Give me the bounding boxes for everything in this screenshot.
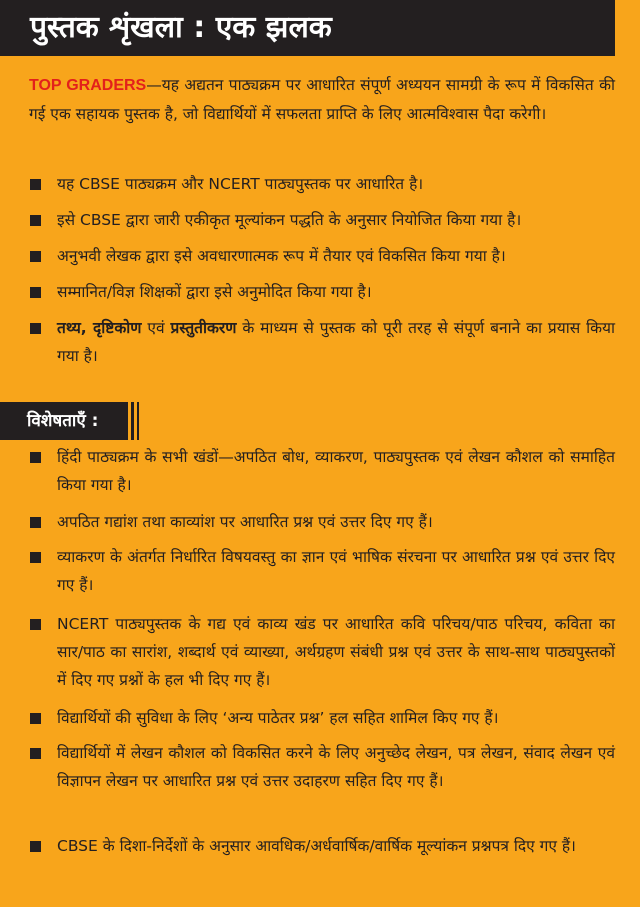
bullet-icon xyxy=(30,841,41,852)
bullet-icon xyxy=(30,713,41,724)
list-item: तथ्य, दृष्टिकोण एवं प्रस्तुतीकरण के माध्यम से पुस्तक को पूरी तरह से संपूर्ण बनाने का प्रयास किया गया है। xyxy=(29,314,615,370)
feature-item: हिंदी पाठ्यक्रम के सभी खंडों—अपठित बोध, व्याकरण, पाठ्यपुस्तक एवं लेखन कौशल को समाहित किया गया है। xyxy=(29,443,615,499)
bullet-icon xyxy=(30,517,41,528)
list-item: इसे CBSE द्वारा जारी एकीकृत मूल्यांकन पद्धति के अनुसार नियोजित किया गया है। xyxy=(29,206,615,234)
brand-name: TOP GRADERS xyxy=(29,77,147,94)
list-item: अनुभवी लेखक द्वारा इसे अवधारणात्मक रूप में तैयार एवं विकसित किया गया है। xyxy=(29,242,615,270)
bullet-icon xyxy=(30,452,41,463)
bullet-icon xyxy=(30,552,41,563)
feature-item: विद्यार्थियों में लेखन कौशल को विकसित करने के लिए अनुच्छेद लेखन, पत्र लेखन, संवाद लेखन एवं विज्ञापन लेखन पर आधारित प्रश्न एवं उत्तर उदाहरण सहित दिए गए हैं। xyxy=(29,739,615,795)
bullet-icon xyxy=(30,287,41,298)
feature-item: विद्यार्थियों की सुविधा के लिए ‘अन्य पाठेतर प्रश्न’ हल सहित शामिल किए गए हैं। xyxy=(29,704,615,732)
feature-item: CBSE के दिशा-निर्देशों के अनुसार आवधिक/अर्धवार्षिक/वार्षिक मूल्यांकन प्रश्नपत्र दिए गए हैं। xyxy=(29,832,615,860)
features-heading xyxy=(0,402,128,440)
bullet-icon xyxy=(30,619,41,630)
title-bar xyxy=(0,0,615,56)
heading-stripe xyxy=(131,402,134,440)
page-title: पुस्तक शृंखला : एक झलक xyxy=(30,10,332,45)
intro-paragraph xyxy=(29,71,615,128)
bullet-icon xyxy=(30,748,41,759)
intro-text: —यह अद्यतन पाठ्यक्रम पर आधारित संपूर्ण अध्ययन सामग्री के रूप में विकसित की गई एक सहायक पुस्तक है, जो विद्यार्थियों में सफलता प्राप्ति के लिए आत्मविश्वास पैदा करेगी। xyxy=(29,76,615,123)
bullet-icon xyxy=(30,179,41,190)
bullet-icon xyxy=(30,323,41,334)
list-item: सम्मानित/विज्ञ शिक्षकों द्वारा इसे अनुमोदित किया गया है। xyxy=(29,278,615,306)
list-item: यह CBSE पाठ्यक्रम और NCERT पाठ्यपुस्तक पर आधारित है। xyxy=(29,170,615,198)
bullet-icon xyxy=(30,215,41,226)
bullet-icon xyxy=(30,251,41,262)
feature-item: व्याकरण के अंतर्गत निर्धारित विषयवस्तु का ज्ञान एवं भाषिक संरचना पर आधारित प्रश्न एवं उत्तर दिए गए हैं। xyxy=(29,543,615,599)
heading-stripe xyxy=(137,402,139,440)
feature-item: NCERT पाठ्यपुस्तक के गद्य एवं काव्य खंड पर आधारित कवि परिचय/पाठ परिचय, कविता का सार/पाठ का सारांश, शब्दार्थ एवं व्याख्या, अर्थग्रहण संबंधी प्रश्न एवं उत्तर के साथ-साथ पाठ्यपुस्तकों में दिए गए प्रश्नों के हल भी दिए गए हैं। xyxy=(29,610,615,694)
features-heading-label: विशेषताएँ : xyxy=(27,411,99,431)
feature-item: अपठित गद्यांश तथा काव्यांश पर आधारित प्रश्न एवं उत्तर दिए गए हैं। xyxy=(29,508,615,536)
